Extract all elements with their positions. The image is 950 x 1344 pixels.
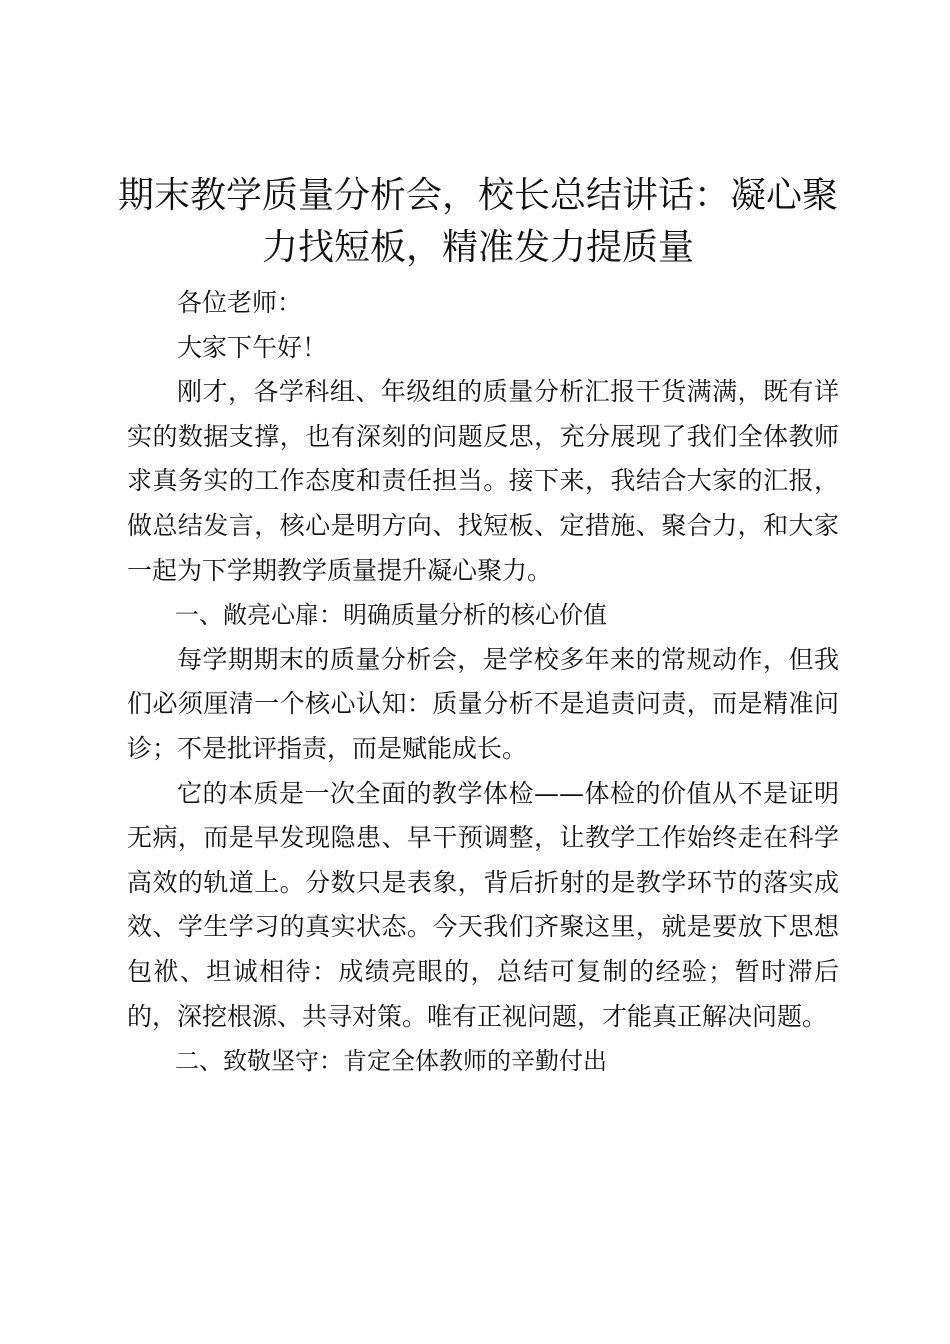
salutation: 各位老师： [177,288,303,317]
section-1-paragraph-1: 每学期期末的质量分析会，是学校多年来的常规动作，但我们必须厘清一个核心认知：质量分析不是追责问责，而是精准问诊；不是批评指责，而是赋能成长。 [127,644,839,763]
document-body [127,281,839,1084]
section-heading-1: 一、敞亮心扉：明确质量分析的核心价值 [175,601,607,630]
section-1-paragraph-2: 它的本质是一次全面的教学体检——体检的价值从不是证明无病，而是早发现隐患、早干预调整，让教学工作始终走在科学高效的轨道上。分数只是表象，背后折射的是教学环节的落实成效、学生学习的真实状态。今天我们齐聚这里，就是要放下思想包袱、坦诚相待：成绩亮眼的，总结可复制的经验；暂时滞后的，深挖根源、共寻对策。唯有正视问题，才能真正解决问题。 [127,778,839,1031]
intro-paragraph: 刚才，各学科组、年级组的质量分析汇报干货满满，既有详实的数据支撑，也有深刻的问题反思，充分展现了我们全体教师求真务实的工作态度和责任担当。接下来，我结合大家的汇报，做总结发言，核心是明方向、找短板、定措施、聚合力，和大家一起为下学期教学质量提升凝心聚力。 [127,377,839,585]
document-title: 期末教学质量分析会，校长总结讲话：凝心聚力找短板，精准发力提质量 [118,175,839,268]
greeting: 大家下午好！ [177,332,328,362]
section-heading-2: 二、致敬坚守：肯定全体教师的辛勤付出 [175,1047,607,1076]
